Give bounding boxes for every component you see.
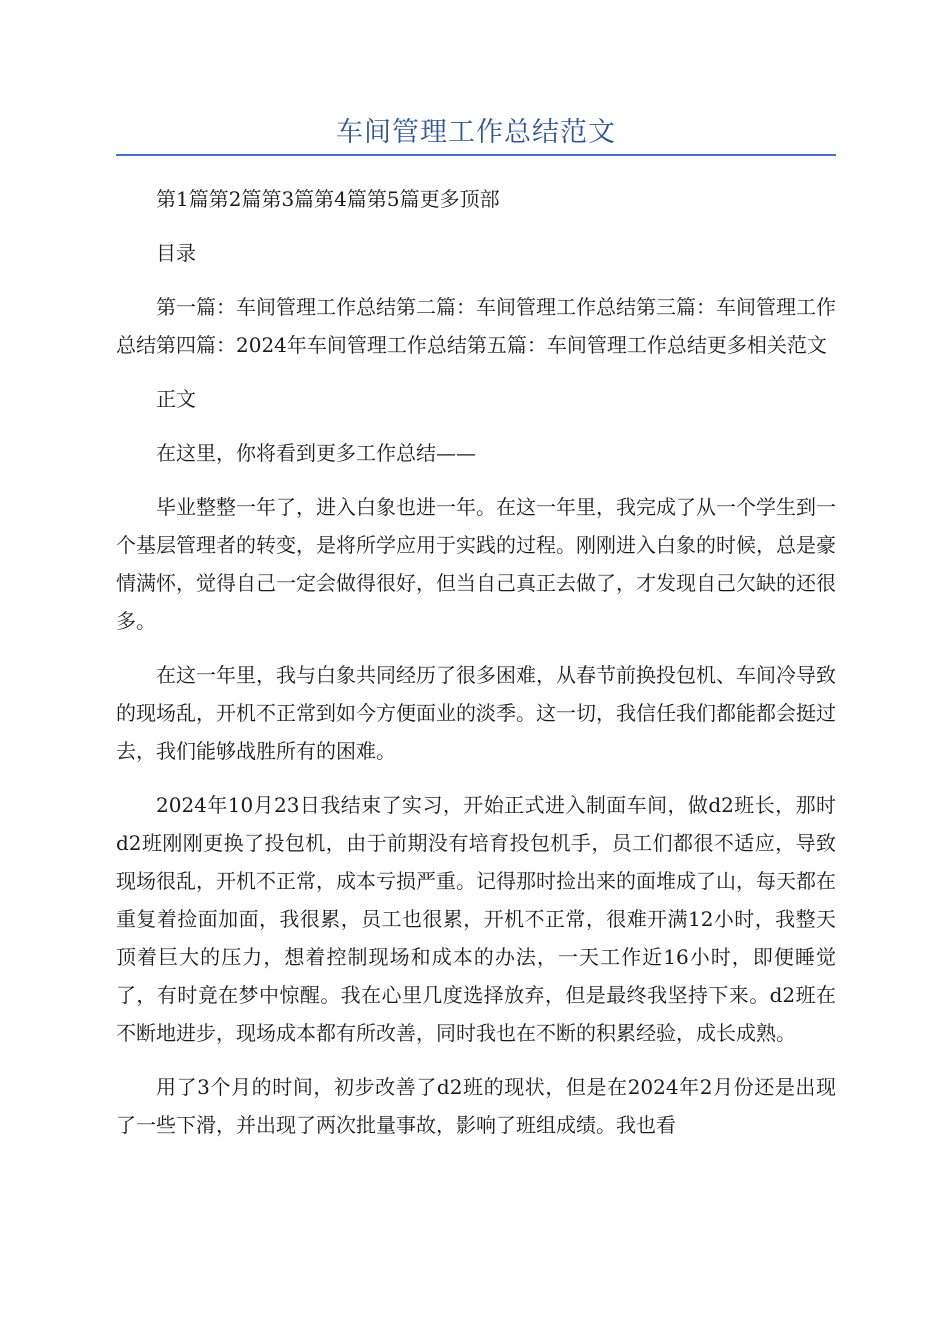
body-paragraph: 用了3个月的时间，初步改善了d2班的现状，但是在2024年2月份还是出现了一些下滑，并出现了两次批量事故，影响了班组成绩。我也看 xyxy=(116,1075,836,1137)
section-nav-links: 第1篇第2篇第3篇第4篇第5篇更多顶部 xyxy=(156,187,500,211)
intro-line: 在这里，你将看到更多工作总结—— xyxy=(156,441,476,465)
document-body xyxy=(116,180,836,1144)
body-paragraph: 毕业整整一年了，进入白象也进一年。在这一年里，我完成了从一个学生到一个基层管理者的转变，是将所学应用于实践的过程。刚刚进入白象的时候，总是豪情满怀，觉得自己一定会做得很好，但当自己真正去做了，才发现自己欠缺的还很多。 xyxy=(116,495,836,633)
body-heading: 正文 xyxy=(156,387,196,411)
body-paragraph: 在这一年里，我与白象共同经历了很多困难，从春节前换投包机、车间冷导致的现场乱，开机不正常到如今方便面业的淡季。这一切，我信任我们都能都会挺过去，我们能够战胜所有的困难。 xyxy=(116,663,836,763)
toc-list: 第一篇：车间管理工作总结第二篇：车间管理工作总结第三篇：车间管理工作总结第四篇：2024年车间管理工作总结第五篇：车间管理工作总结更多相关范文 xyxy=(116,295,836,357)
toc-heading: 目录 xyxy=(156,241,196,265)
title-underline xyxy=(116,154,836,156)
document-page xyxy=(116,0,836,1160)
body-paragraph: 2024年10月23日我结束了实习，开始正式进入制面车间，做d2班长，那时d2班刚刚更换了投包机，由于前期没有培育投包机手，员工们都很不适应，导致现场很乱，开机不正常，成本亏损严重。记得那时捡出来的面堆成了山，每天都在重复着捡面加面，我很累，员工也很累，开机不正常，很难开满12小时，我整天顶着巨大的压力，想着控制现场和成本的办法，一天工作近16小时，即便睡觉了，有时竟在梦中惊醒。我在心里几度选择放弃，但是最终我坚持下来。d2班在不断地进步，现场成本都有所改善，同时我也在不断的积累经验，成长成熟。 xyxy=(116,793,836,1045)
document-title: 车间管理工作总结范文 xyxy=(336,117,616,148)
